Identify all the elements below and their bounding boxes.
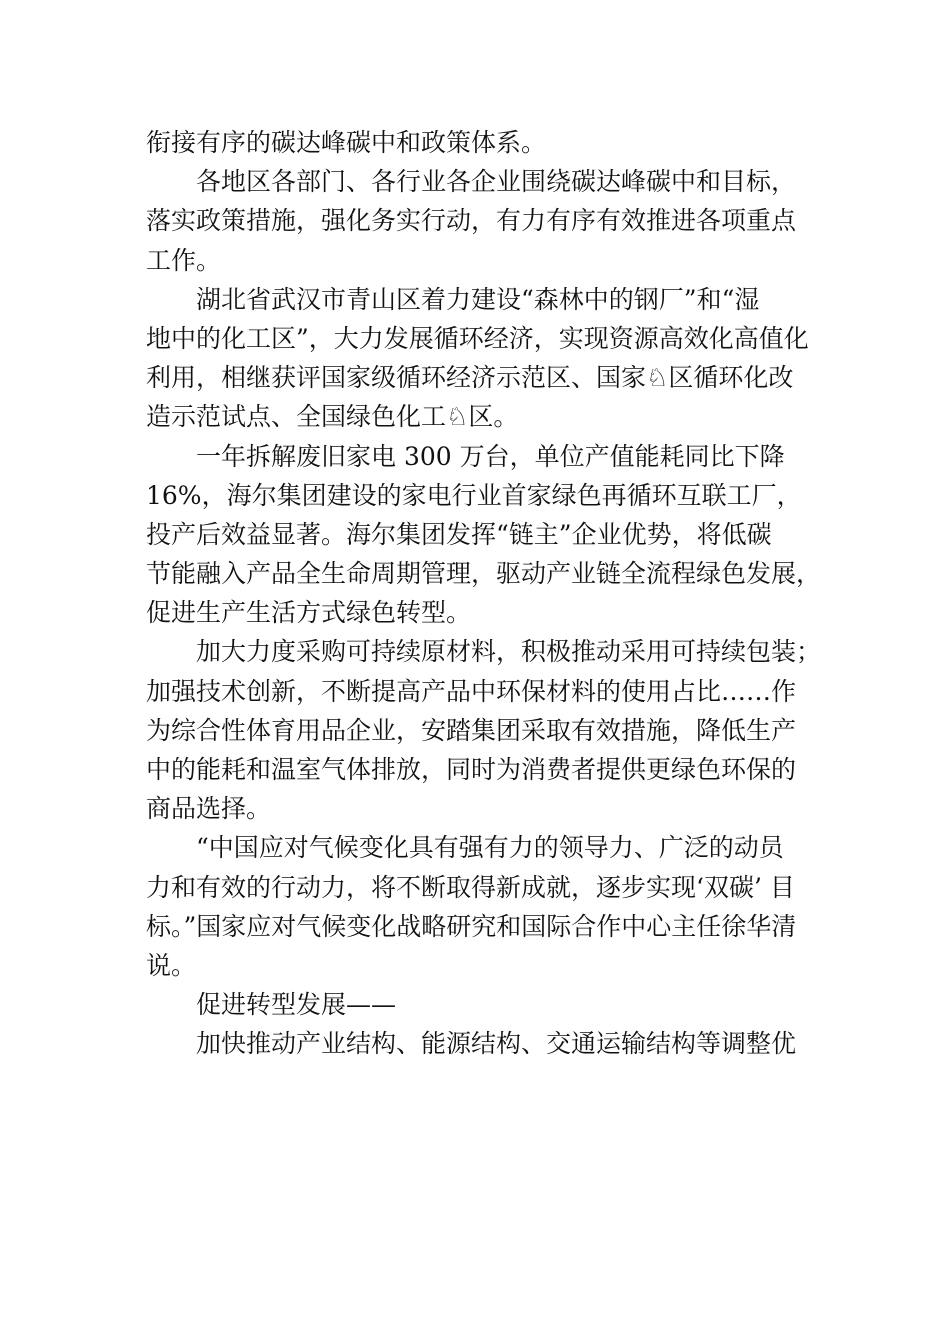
text-line: 力和有效的行动力，将不断取得新成就，逐步实现‘双碳’ 目 (146, 872, 795, 902)
text-line: 地中的化工区”，大力发展循环经济，实现资源高效化高值化 (146, 323, 809, 353)
paragraph-continuation (146, 123, 826, 162)
paragraph-heading (146, 985, 826, 1024)
text-line: 造示范试点、全国绿色化工♘区。 (146, 402, 519, 432)
text-line: 衔接有序的碳达峰碳中和政策体系。 (146, 128, 547, 157)
text-line: 加快推动产业结构、能源结构、交通运输结构等调整优 (196, 1029, 797, 1059)
document-body (146, 123, 826, 1064)
paragraph-regions (146, 162, 826, 280)
paragraph-wuhan (146, 280, 826, 437)
text-line: 为综合性体育用品企业，安踏集团采取有效措施，降低生产 (146, 715, 797, 745)
text-line: 商品选择。 (146, 794, 272, 824)
text-line: 加强技术创新，不断提高产品中环保材料的使用占比……作 (146, 676, 797, 706)
text-line: 工作。 (146, 245, 222, 275)
text-line: 投产后效益显著。海尔集团发挥“链主”企业优势，将低碳 (146, 519, 772, 549)
paragraph-quote (146, 828, 826, 985)
text-line: 各地区各部门、各行业各企业围绕碳达峰碳中和目标， (196, 167, 797, 197)
text-line: 落实政策措施，强化务实行动，有力有序有效推进各项重点 (146, 206, 797, 236)
text-line: 中的能耗和温室气体排放，同时为消费者提供更绿色环保的 (146, 755, 797, 784)
paragraph-structure (146, 1024, 826, 1063)
text-line: 16%，海尔集团建设的家电行业首家绿色再循环互联工厂， (146, 480, 802, 510)
paragraph-haier (146, 437, 826, 633)
section-heading: 促进转型发展—— (196, 990, 397, 1020)
text-line: 标。”国家应对气候变化战略研究和国际合作中心主任徐华清 (146, 911, 797, 941)
text-line: “中国应对气候变化具有强有力的领导力、广泛的动员 (196, 833, 784, 863)
text-line: 湖北省武汉市青山区着力建设“森林中的钢厂”和“湿 (196, 284, 760, 314)
text-line: 一年拆解废旧家电 300 万台，单位产值能耗同比下降 (196, 441, 785, 471)
text-line: 加大力度采购可持续原材料，积极推动采用可持续包装； (196, 637, 822, 667)
text-line: 节能融入产品全生命周期管理，驱动产业链全流程绿色发展， (146, 559, 822, 589)
text-line: 利用，相继获评国家级循环经济示范区、国家♘区循环化改 (146, 363, 794, 393)
text-line: 说。 (146, 950, 197, 980)
paragraph-anta (146, 632, 826, 828)
text-line: 促进生产生活方式绿色转型。 (146, 598, 472, 628)
